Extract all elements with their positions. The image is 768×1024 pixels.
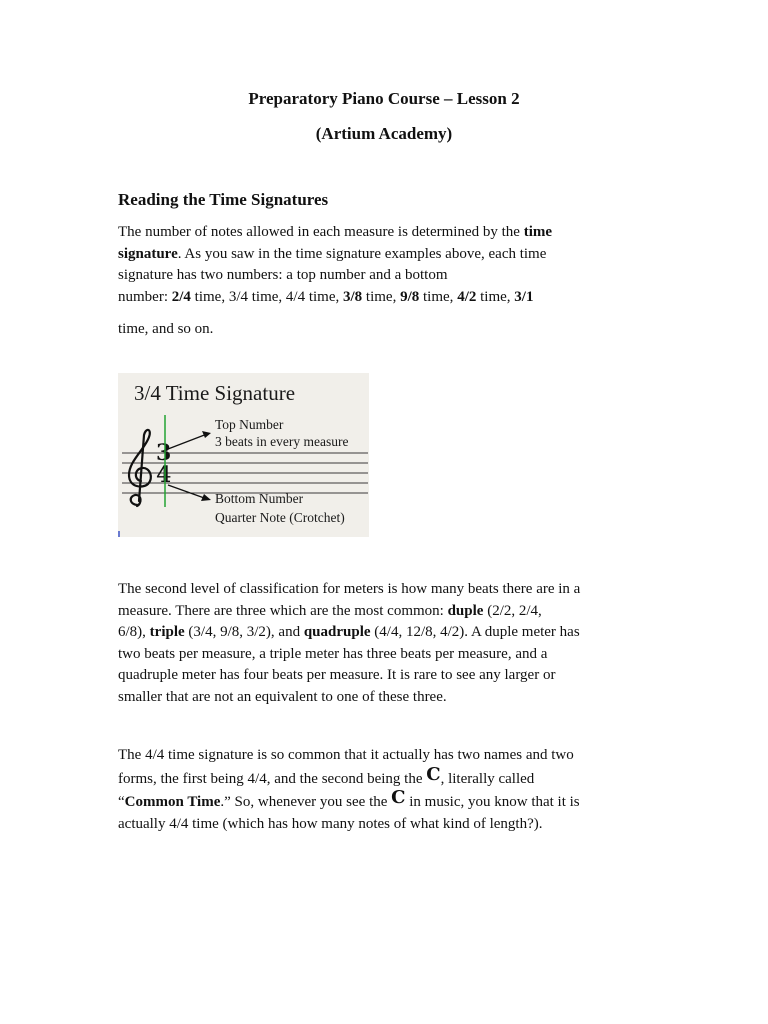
bottom-number-caption: Quarter Note (Crotchet): [215, 510, 345, 525]
paragraph-meters: [118, 579, 638, 708]
top-number-caption: 3 beats in every measure: [215, 434, 349, 449]
bold-term: triple: [149, 624, 185, 640]
bold-term: quadruple: [303, 624, 371, 640]
paragraph-line: [118, 244, 638, 266]
top-number: 3: [156, 440, 172, 466]
bold-term: 4/2: [457, 288, 477, 305]
document-title: Preparatory Piano Course – Lesson 2: [248, 89, 520, 108]
paragraph-line: [118, 622, 638, 644]
paragraph-line: [118, 601, 638, 623]
paragraph-line: [118, 287, 638, 309]
section-heading: Reading the Time Signatures: [118, 190, 329, 209]
treble-clef-icon: [129, 430, 151, 506]
paragraph-line: [118, 787, 638, 814]
paragraph-line: The 4/4 time signature is so common that it actually has two names and two: [118, 747, 574, 763]
paragraph-line: quadruple meter has four beats per measure. It is rare to see any larger or: [118, 667, 556, 683]
top-number-label: Top Number: [215, 417, 284, 432]
text-run: in music, you know that it is: [405, 794, 580, 810]
text-run: . As you saw in the time signature examples above, each time: [177, 245, 547, 262]
figure-anchor-mark: [118, 531, 120, 537]
paragraph-line: actually 4/4 time (which has how many notes of what kind of length?).: [118, 815, 543, 832]
bold-term: 9/8: [400, 288, 420, 305]
time-signature-diagram: [118, 373, 369, 537]
bold-term: 2/4: [171, 288, 191, 305]
text-run: (4/4, 12/8, 4/2). A duple meter has: [370, 624, 580, 640]
text-run: “: [118, 794, 125, 810]
paragraph-line: [118, 222, 638, 244]
bold-term: 3/8: [343, 288, 363, 305]
bottom-number-label: Bottom Number: [215, 491, 304, 506]
top-arrow: [168, 431, 211, 449]
paragraph-line: [118, 763, 638, 791]
text-run: forms, the first being 4/4, and the second being the: [118, 770, 427, 787]
text-run: .” So, whenever you see the: [220, 794, 392, 810]
common-time-symbol: C: [426, 763, 441, 785]
text-run: , literally called: [440, 770, 535, 787]
bold-term: 3/1: [514, 288, 534, 305]
text-run: 6/8),: [118, 624, 150, 640]
paragraph-line: time, and so on.: [118, 321, 214, 337]
text-run: (2/2, 2/4,: [483, 602, 542, 619]
text-run: time, 3/4 time, 4/4 time,: [190, 288, 343, 305]
text-run: measure. There are three which are the most common:: [118, 602, 448, 619]
paragraph-line: signature has two numbers: a top number and a bottom: [118, 267, 448, 283]
paragraph-common-time: [118, 745, 638, 835]
bold-term: signature: [118, 245, 178, 262]
text-run: time,: [362, 288, 401, 305]
paragraph-line: smaller that are not an equivalent to one of these three.: [118, 688, 447, 705]
figure-title: 3/4 Time Signature: [134, 381, 296, 405]
bold-term: Common Time: [124, 794, 221, 810]
text-run: The number of notes allowed in each measure is determined by the: [118, 224, 524, 240]
bold-term: time: [523, 224, 553, 240]
text-run: time,: [476, 288, 515, 305]
time-signature-figure: [118, 373, 369, 537]
bottom-number: 4: [156, 462, 172, 488]
paragraph-time-signatures: [118, 222, 638, 341]
document-subtitle: (Artium Academy): [315, 124, 453, 143]
bold-term: duple: [447, 602, 484, 619]
paragraph-line: The second level of classification for meters is how many beats there are in a: [118, 581, 581, 597]
text-run: number:: [118, 288, 172, 305]
text-run: time,: [419, 288, 458, 305]
common-time-symbol: C: [391, 787, 406, 808]
paragraph-line: two beats per measure, a triple meter has three beats per measure, and a: [118, 645, 548, 662]
text-run: (3/4, 9/8, 3/2), and: [184, 624, 304, 640]
